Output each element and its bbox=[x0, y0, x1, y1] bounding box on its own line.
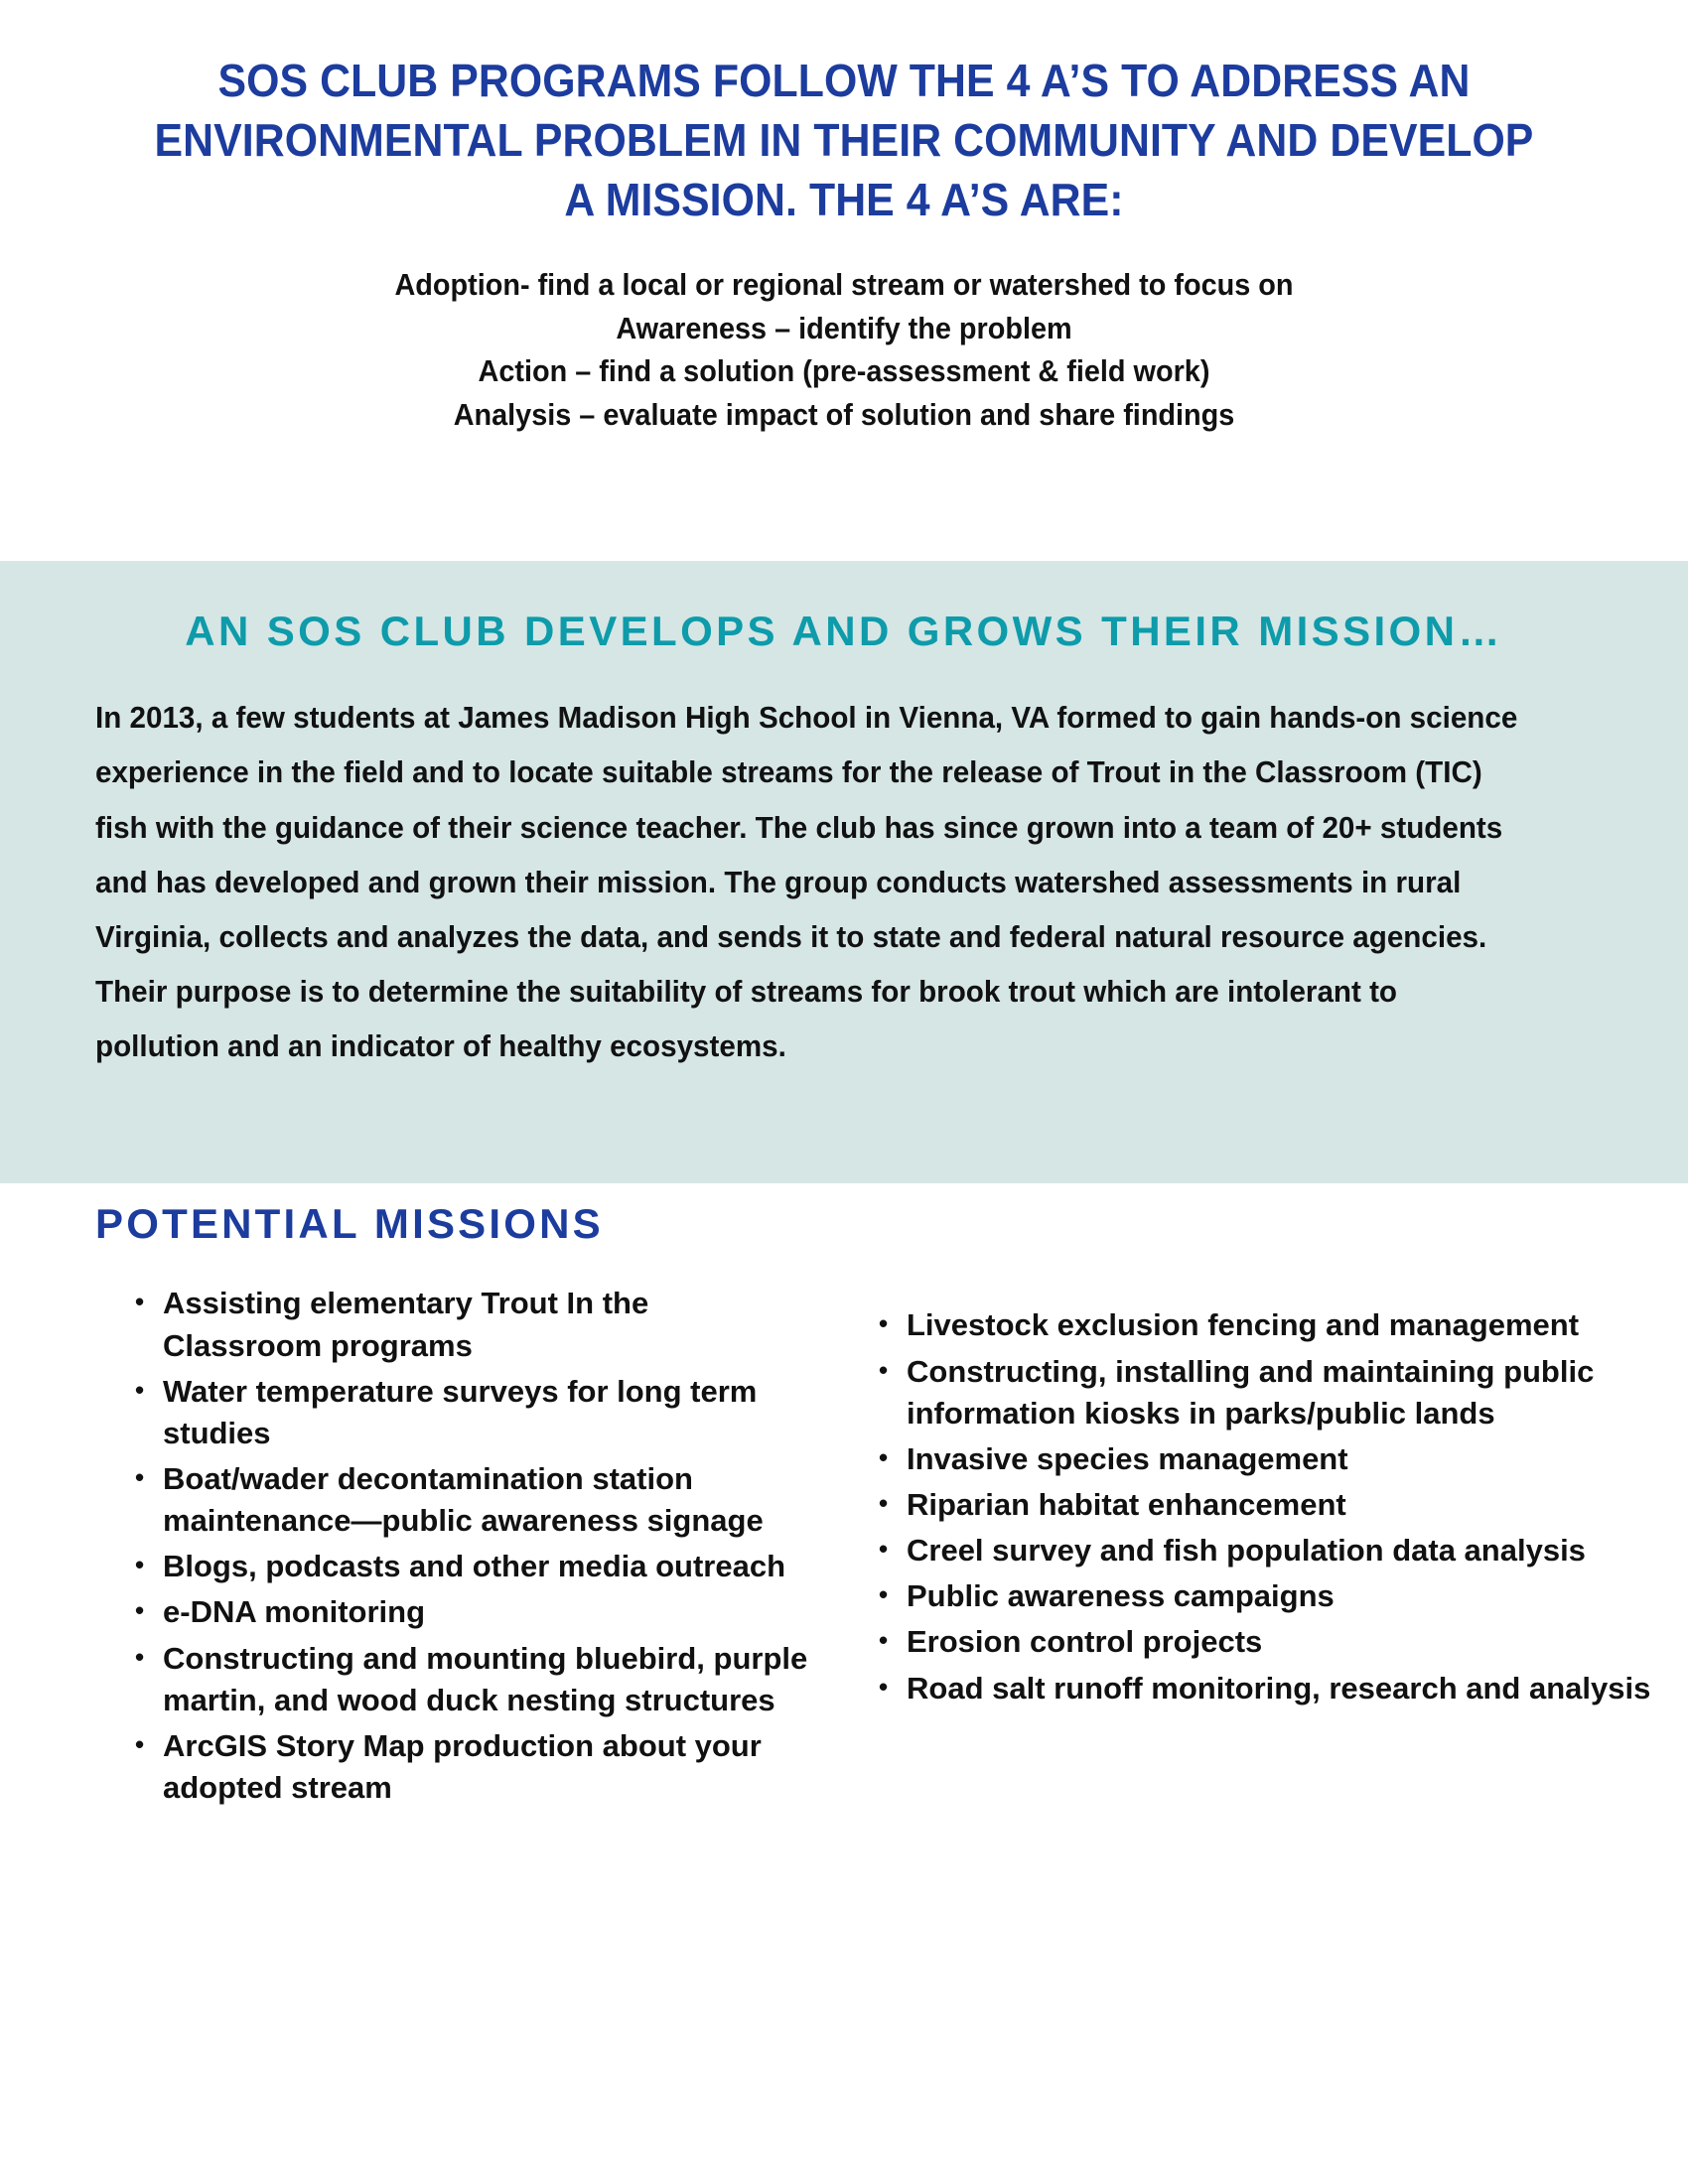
list-item: • Constructing and mounting bluebird, purple martin, and wood duck nesting structures bbox=[135, 1638, 814, 1721]
list-item: • Invasive species management bbox=[879, 1438, 1658, 1480]
mission-story-heading: AN SOS CLUB DEVELOPS AND GROWS THEIR MISSION… bbox=[185, 608, 1503, 654]
four-as-line-awareness: Awareness – identify the problem bbox=[616, 310, 1072, 345]
list-item: • Creel survey and fish population data analysis bbox=[879, 1530, 1658, 1571]
potential-missions-columns bbox=[0, 1283, 1688, 1813]
mission-story-section bbox=[0, 561, 1688, 1183]
page-title: SOS CLUB PROGRAMS FOLLOW THE 4 A’S TO ADDRESS AN ENVIRONMENTAL PROBLEM IN THEIR COMMUNITY AND DEVELOP A MISSION. THE 4 A’S ARE: bbox=[154, 55, 1534, 225]
list-item: • Public awareness campaigns bbox=[879, 1575, 1658, 1617]
list-item: • Livestock exclusion fencing and management bbox=[879, 1304, 1658, 1346]
header-section bbox=[0, 0, 1688, 436]
potential-missions-heading: POTENTIAL MISSIONS bbox=[95, 1200, 604, 1247]
list-item: • Road salt runoff monitoring, research and analysis bbox=[879, 1668, 1658, 1709]
potential-missions-right-column bbox=[824, 1283, 1688, 1712]
list-item: • Erosion control projects bbox=[879, 1621, 1658, 1663]
list-item: • Constructing, installing and maintaining public information kiosks in parks/public lands bbox=[879, 1351, 1658, 1434]
mission-list-left bbox=[95, 1283, 814, 1809]
list-item: • Assisting elementary Trout In the Classroom programs bbox=[135, 1283, 814, 1366]
list-item: • Boat/wader decontamination station maintenance—public awareness signage bbox=[135, 1458, 814, 1542]
list-item: • Riparian habitat enhancement bbox=[879, 1484, 1658, 1526]
four-as-line-action: Action – find a solution (pre-assessment & field work) bbox=[478, 353, 1210, 389]
list-item: • e-DNA monitoring bbox=[135, 1591, 814, 1633]
potential-missions-left-column bbox=[0, 1283, 824, 1813]
four-as-line-analysis: Analysis – evaluate impact of solution and share findings bbox=[453, 396, 1235, 432]
four-as-line-adoption: Adoption- find a local or regional stream or watershed to focus on bbox=[394, 267, 1294, 303]
mission-story-body: In 2013, a few students at James Madison High School in Vienna, VA formed to gain hands-on science experience in the field and to locate suitable streams for the release of Trout in the Classroom (TIC) fish with the guidance of their science teacher. The club has since grown into a team of 20+ students and has developed and grown their mission. The group conducts watershed assessments in rural Virginia, collects and analyzes the data, and sends it to state and federal natural resource agencies. Their purpose is to determine the suitability of streams for brook trout which are intolerant to pollution and an indicator of healthy ecosystems. bbox=[95, 700, 1518, 1064]
four-as-list bbox=[142, 263, 1546, 436]
mission-list-right bbox=[839, 1304, 1658, 1708]
list-item: • Blogs, podcasts and other media outreach bbox=[135, 1546, 814, 1587]
list-item: • ArcGIS Story Map production about your adopted stream bbox=[135, 1725, 814, 1809]
potential-missions-section bbox=[0, 1199, 1688, 1813]
list-item: • Water temperature surveys for long term studies bbox=[135, 1371, 814, 1454]
